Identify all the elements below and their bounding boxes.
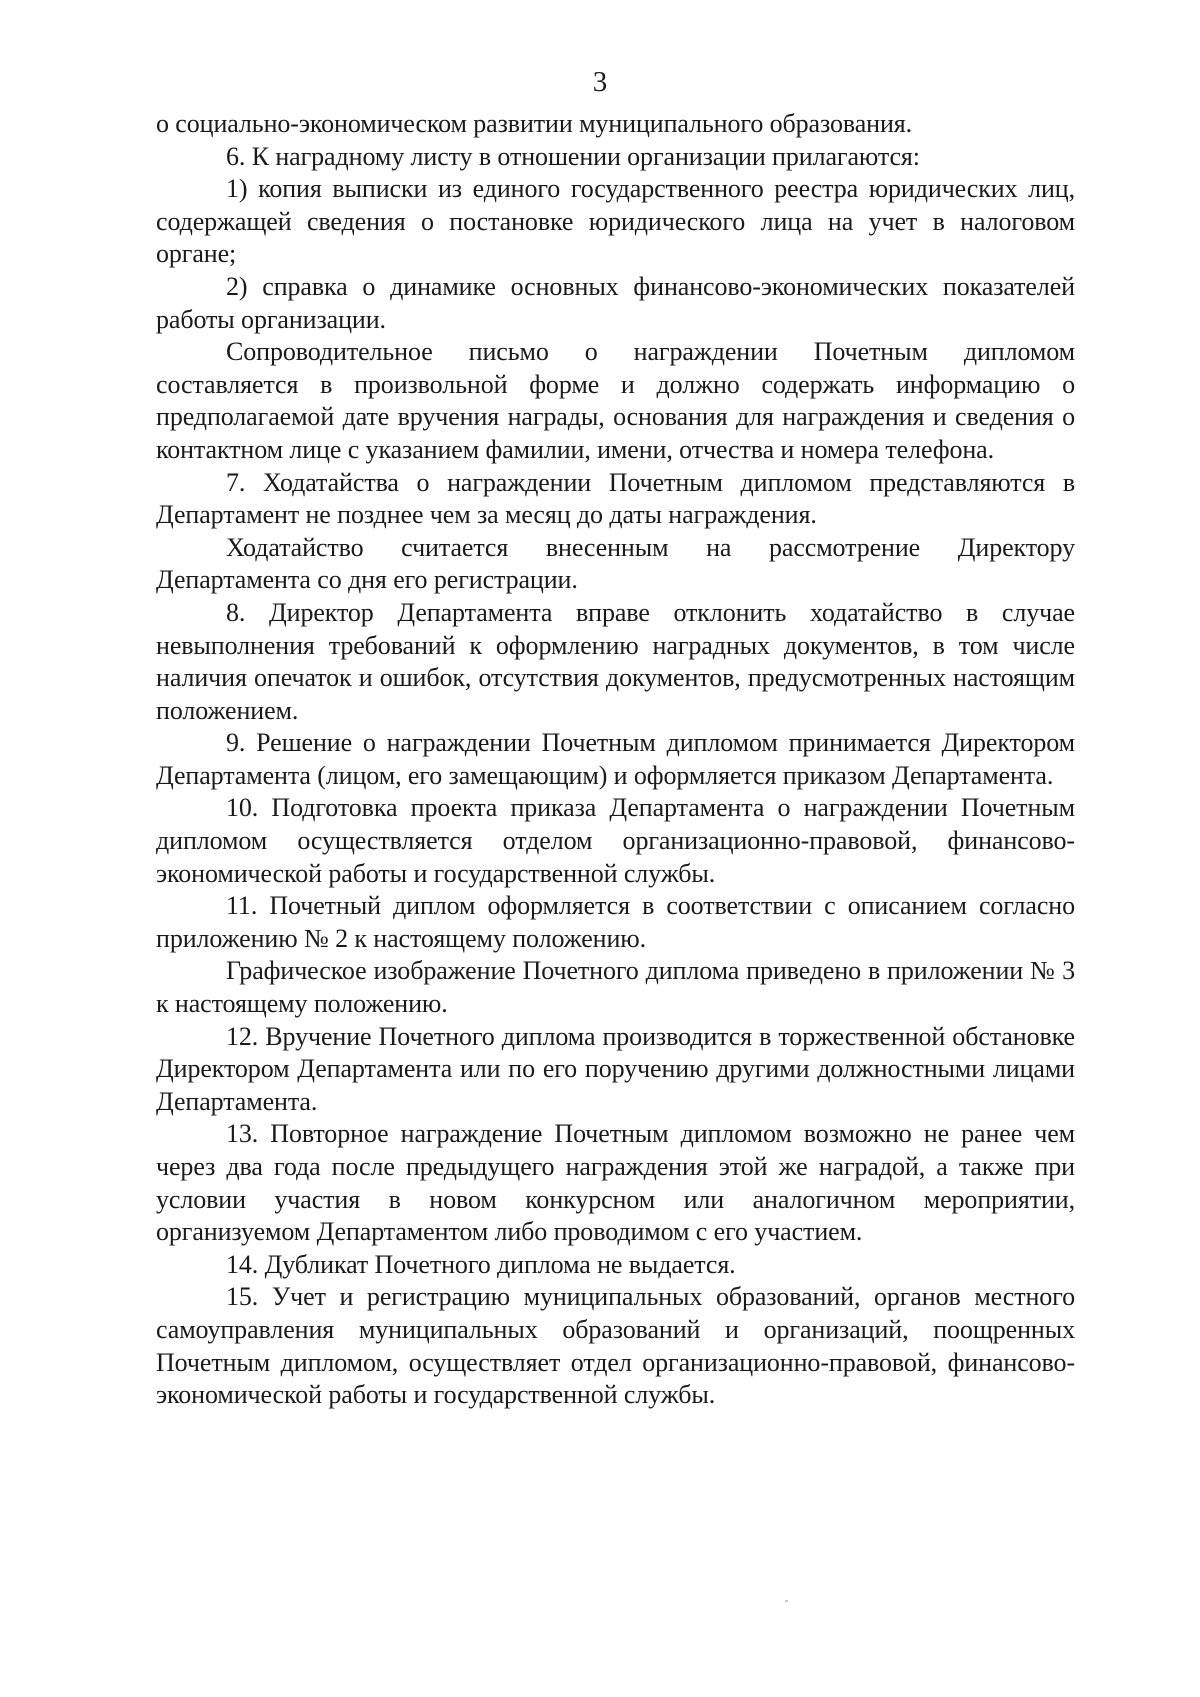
- paragraph-item-8: 8. Директор Департамента вправе отклонить ходатайство в случае невыполнения требований к оформлению наградных документов, в том числе наличия опечаток и ошибок, отсутствия документов, предусмотренных настоящим положением.: [156, 597, 1075, 725]
- paragraph-item-10: 10. Подготовка проекта приказа Департамента о награждении Почетным дипломом осуществляется отделом организационно-правовой, финансово-экономической работы и государственной службы.: [156, 793, 1075, 888]
- paragraph-petition-registration: Ходатайство считается внесенным на рассмотрение Директору Департамента со дня его регистрации.: [156, 532, 1075, 595]
- paragraph-item-12: 12. Вручение Почетного диплома производится в торжественной обстановке Директором Департамента или по его поручению другими должностными лицами Департамента.: [156, 1021, 1075, 1116]
- paragraph-subitem-1: 1) копия выписки из единого государственного реестра юридических лиц, содержащей сведения о постановке юридического лица на учет в налоговом органе;: [156, 174, 1075, 269]
- document-body: [156, 108, 1075, 1412]
- paragraph-item-13: 13. Повторное награждение Почетным дипломом возможно не ранее чем через два года после предыдущего награждения этой же наградой, а также при условии участия в новом конкурсном или аналогичном мероприятии, организуемом Департаментом либо проводимом с его участием.: [156, 1119, 1075, 1247]
- paragraph-item-15: 15. Учет и регистрацию муниципальных образований, органов местного самоуправления муниципальных образований и организаций, поощренных Почетным дипломом, осуществляет отдел организационно-правовой, финансово-экономической работы и государственной службы.: [156, 1282, 1075, 1410]
- paragraph-subitem-2: 2) справка о динамике основных финансово-экономических показателей работы организации.: [156, 271, 1075, 334]
- paragraph-cover-letter: Сопроводительное письмо о награждении Почетным дипломом составляется в произвольной форме и должно содержать информацию о предполагаемой дате вручения награды, основания для награждения и сведения о контактном лице с указанием фамилии, имени, отчества и номера телефона.: [156, 337, 1075, 464]
- paragraph-continuation: о социально-экономическом развитии муниципального образования.: [156, 109, 913, 138]
- paragraph-item-7: 7. Ходатайства о награждении Почетным дипломом представляются в Департамент не позднее чем за месяц до даты награждения.: [156, 467, 1075, 530]
- paragraph-graphic-image: Графическое изображение Почетного диплома приведено в приложении № 3 к настоящему положению.: [156, 956, 1075, 1019]
- page-number: 3: [592, 66, 608, 98]
- paragraph-item-9: 9. Решение о награждении Почетным дипломом принимается Директором Департамента (лицом, его замещающим) и оформляется приказом Департамента.: [156, 728, 1075, 790]
- scan-speck: [785, 1600, 788, 1602]
- paragraph-item-14: 14. Дубликат Почетного диплома не выдается.: [226, 1249, 736, 1279]
- paragraph-item-6: 6. К наградному листу в отношении организации прилагаются:: [226, 141, 920, 171]
- paragraph-item-11: 11. Почетный диплом оформляется в соответствии с описанием согласно приложению № 2 к настоящему положению.: [156, 891, 1075, 953]
